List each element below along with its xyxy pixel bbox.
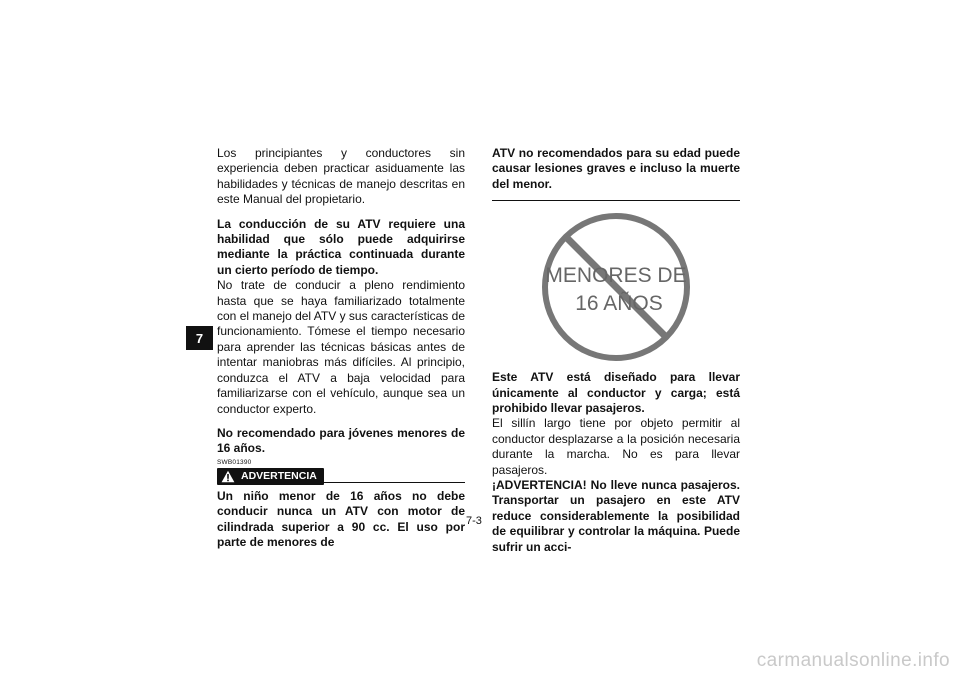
chapter-tab: 7	[186, 326, 213, 350]
warning-label: ADVERTENCIA	[241, 469, 317, 482]
sign-text-line2: 16 AÑOS	[575, 292, 663, 316]
warning-text-continued: ATV no recomendados para su edad puede causar lesiones graves e incluso la muerte del menor.	[492, 146, 740, 191]
warning-rule	[324, 470, 465, 483]
watermark: carmanualsonline.info	[756, 650, 950, 671]
warning-end-rule	[492, 200, 740, 201]
warning-text: Un niño menor de 16 años no debe conducir nunca un ATV con motor de cilindrada superior a 90 cc. El uso por parte de menores de	[217, 488, 465, 549]
warning-triangle-icon	[221, 470, 235, 483]
paragraph-passenger-warning: ¡ADVERTENCIA! No lleve nunca pasajeros. Transportar un pasajero en este ATV reduce considerablemente la posibilidad de equilibrar y controlar la máquina. Puede sufrir un acci-	[492, 478, 740, 554]
paragraph-skill-heading: La conducción de su ATV requiere una habilidad que sólo puede adquirirse mediante la práctica continuada durante un cierto período de tiempo.	[217, 216, 465, 277]
paragraph-beginners: Los principiantes y conductores sin experiencia deben practicar asiduamente las habilidades y técnicas de manejo descritas en este Manual del propietario.	[217, 146, 465, 207]
warning-header	[217, 468, 465, 485]
sign-wrapper	[492, 212, 740, 362]
paragraph-passenger-heading: Este ATV está diseñado para llevar únicamente al conductor y carga; está prohibido llevar pasajeros.	[492, 370, 740, 416]
paragraph-age-heading: No recomendado para jóvenes menores de 16 años.	[217, 425, 465, 456]
paragraph-performance: No trate de conducir a pleno rendimiento hasta que se haya familiarizado totalmente con el manejo del ATV y sus características de funcionamiento. Tómese el tiempo necesario para aprender las técnicas básicas antes de intentar maniobras más difíciles. Al principio, conduzca el ATV a baja velocidad para familiarizarse con el vehículo, aunque sea un conductor experto.	[217, 278, 465, 416]
left-column	[217, 146, 465, 550]
no-minors-sign	[541, 212, 691, 362]
right-column	[492, 146, 740, 555]
warning-code: SWB01390	[217, 458, 252, 466]
warning-badge	[217, 468, 324, 485]
page-number: 7-3	[466, 515, 482, 527]
sign-text-line1: MENORES DE	[545, 264, 687, 288]
paragraph-seat: El sillín largo tiene por objeto permitir al conductor desplazarse a la posición necesaria durante la marcha. No es para llevar pasajeros.	[492, 416, 740, 477]
